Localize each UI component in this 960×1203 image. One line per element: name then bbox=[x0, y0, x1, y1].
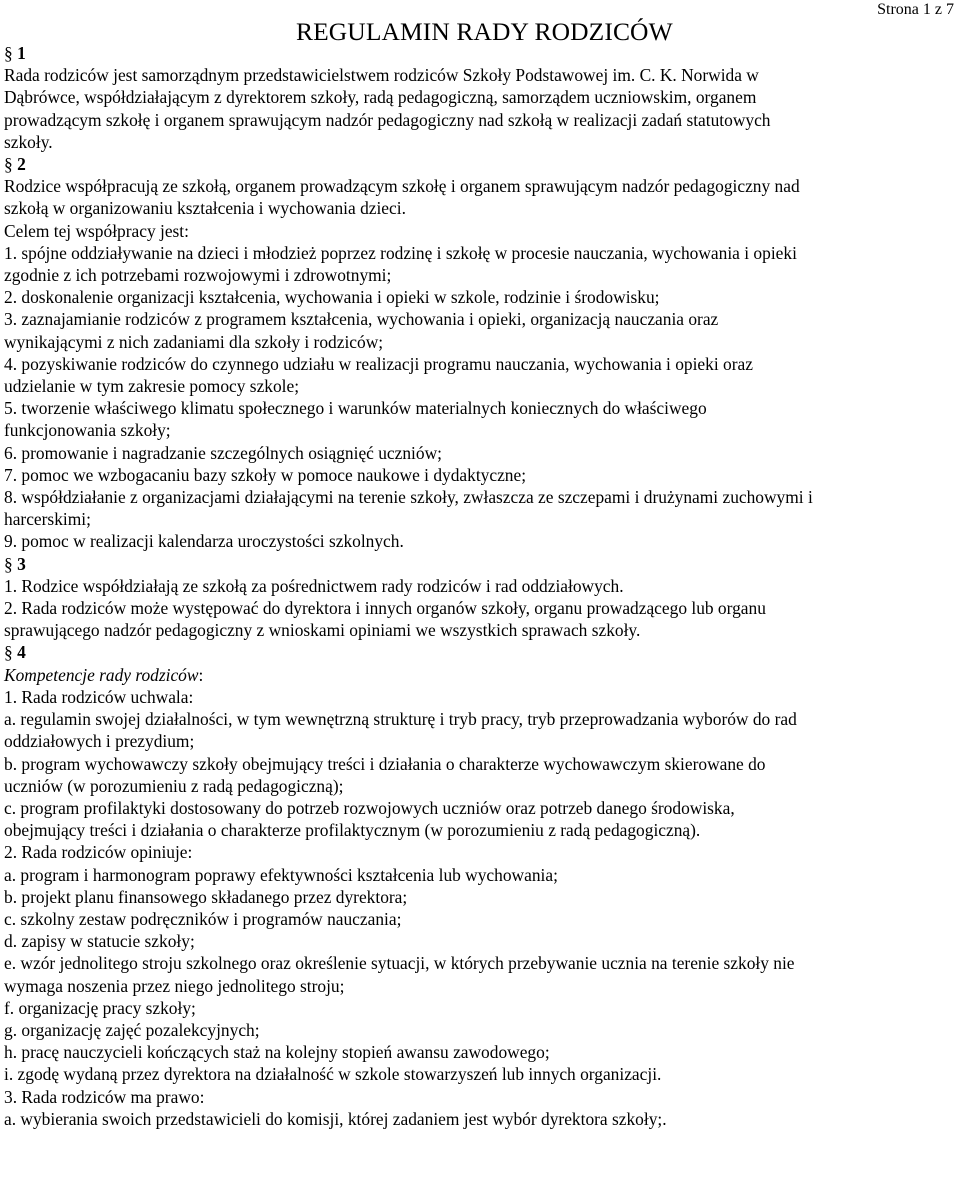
text-line: Rodzice współpracują ze szkołą, organem prowadzącym szkołę i organem sprawującym nadzór pedagogiczny nad bbox=[4, 176, 800, 197]
list-item: i. zgodę wydaną przez dyrektora na działalność w szkole stowarzyszeń lub innych organizacji. bbox=[4, 1064, 662, 1085]
list-item: b. program wychowawczy szkoły obejmujący treści i działania o charakterze wychowawczym skierowane do bbox=[4, 753, 766, 774]
text-line: wymaga noszenia przez niego jednolitego stroju; bbox=[4, 975, 345, 996]
text-line: harcerskimi; bbox=[4, 509, 91, 530]
text-line: szkołą w organizowaniu kształcenia i wychowania dzieci. bbox=[4, 198, 406, 219]
text-line: uczniów (w porozumieniu z radą pedagogiczną); bbox=[4, 775, 344, 796]
list-item: 8. współdziałanie z organizacjami działającymi na terenie szkoły, zwłaszcza ze szczepami i drużynami zuchowymi i bbox=[4, 487, 813, 508]
section-heading: § 1 bbox=[4, 43, 26, 63]
section-3 bbox=[4, 553, 958, 642]
list-item: h. pracę nauczycieli kończących staż na kolejny stopień awansu zawodowego; bbox=[4, 1042, 550, 1063]
section-1 bbox=[4, 42, 958, 153]
text-line: sprawującego nadzór pedagogiczny z wnioskami opiniami we wszystkich sprawach szkoły. bbox=[4, 620, 641, 641]
list-item: c. program profilaktyki dostosowany do potrzeb rozwojowych uczniów oraz potrzeb danego środowiska, bbox=[4, 797, 735, 818]
list-item: 1. Rodzice współdziałają ze szkołą za pośrednictwem rady rodziców i rad oddziałowych. bbox=[4, 575, 624, 596]
text-line: funkcjonowania szkoły; bbox=[4, 420, 171, 441]
list-item: d. zapisy w statucie szkoły; bbox=[4, 931, 195, 952]
list-item: 2. Rada rodziców może występować do dyrektora i innych organów szkoły, organu prowadzącego lub organu bbox=[4, 598, 766, 619]
text-line: zgodnie z ich potrzebami rozwojowymi i zdrowotnymi; bbox=[4, 265, 392, 286]
section-heading: § 3 bbox=[4, 553, 26, 574]
list-item: e. wzór jednolitego stroju szkolnego oraz określenie sytuacji, w których przebywanie ucznia na terenie szkoły nie bbox=[4, 953, 795, 974]
section-2 bbox=[4, 153, 958, 553]
list-item: c. szkolny zestaw podręczników i programów nauczania; bbox=[4, 908, 402, 929]
list-item: g. organizację zajęć pozalekcyjnych; bbox=[4, 1019, 260, 1040]
text-line: Rada rodziców jest samorządnym przedstawicielstwem rodziców Szkoły Podstawowej im. C. K. Norwida w bbox=[4, 65, 759, 86]
list-item: b. projekt planu finansowego składanego przez dyrektora; bbox=[4, 886, 408, 907]
text-line: wynikającymi z nich zadaniami dla szkoły i rodziców; bbox=[4, 331, 384, 352]
text-line: Dąbrówce, współdziałającym z dyrektorem szkoły, radą pedagogiczną, samorządem uczniowskim, organem bbox=[4, 87, 757, 108]
list-item: 1. spójne oddziaływanie na dzieci i młodzież poprzez rodzinę i szkołę w procesie nauczania, wychowania i opieki bbox=[4, 242, 797, 263]
text-line: oddziałowych i prezydium; bbox=[4, 731, 195, 752]
page-number: Strona 1 z 7 bbox=[877, 1, 954, 18]
list-item: a. regulamin swojej działalności, w tym wewnętrzną strukturę i tryb pracy, tryb przeprowadzania wyborów do rad bbox=[4, 709, 797, 730]
text-line: prowadzącym szkołę i organem sprawującym nadzór pedagogiczny nad szkołą w realizacji zadań statutowych bbox=[4, 109, 771, 130]
text-line: szkoły. bbox=[4, 131, 53, 152]
list-item: 4. pozyskiwanie rodziców do czynnego udziału w realizacji programu nauczania, wychowania i opieki oraz bbox=[4, 353, 753, 374]
list-item: 2. Rada rodziców opiniuje: bbox=[4, 842, 193, 863]
list-item: 2. doskonalenie organizacji kształcenia, wychowania i opieki w szkole, rodzinie i środowisku; bbox=[4, 287, 660, 308]
list-item: 5. tworzenie właściwego klimatu społecznego i warunków materialnych koniecznych do właściwego bbox=[4, 398, 707, 419]
list-item: a. program i harmonogram poprawy efektywności kształcenia lub wychowania; bbox=[4, 864, 558, 885]
text-line: Celem tej współpracy jest: bbox=[4, 220, 189, 241]
list-item: 7. pomoc we wzbogacaniu bazy szkoły w pomoce naukowe i dydaktyczne; bbox=[4, 464, 527, 485]
list-item: 1. Rada rodziców uchwala: bbox=[4, 686, 194, 707]
section-heading: § 4 bbox=[4, 642, 26, 663]
list-item: 6. promowanie i nagradzanie szczególnych osiągnięć uczniów; bbox=[4, 442, 442, 463]
section-heading: § 2 bbox=[4, 154, 26, 175]
text-line: udzielanie w tym zakresie pomocy szkole; bbox=[4, 376, 300, 397]
section-4 bbox=[4, 641, 958, 1129]
subsection-title: Kompetencje rady rodziców: bbox=[4, 664, 204, 685]
document-title: REGULAMIN RADY RODZICÓW bbox=[296, 17, 673, 46]
document-body bbox=[4, 42, 958, 1130]
list-item: 3. zaznajamianie rodziców z programem kształcenia, wychowania i opieki, organizacją nauczania oraz bbox=[4, 309, 719, 330]
list-item: a. wybierania swoich przedstawicieli do komisji, której zadaniem jest wybór dyrektora szkoły;. bbox=[4, 1108, 667, 1129]
list-item: 9. pomoc w realizacji kalendarza uroczystości szkolnych. bbox=[4, 531, 404, 552]
list-item: f. organizację pracy szkoły; bbox=[4, 997, 196, 1018]
text-line: obejmujący treści i działania o charakterze profilaktycznym (w porozumieniu z radą pedagogiczną). bbox=[4, 820, 701, 841]
list-item: 3. Rada rodziców ma prawo: bbox=[4, 1086, 205, 1107]
